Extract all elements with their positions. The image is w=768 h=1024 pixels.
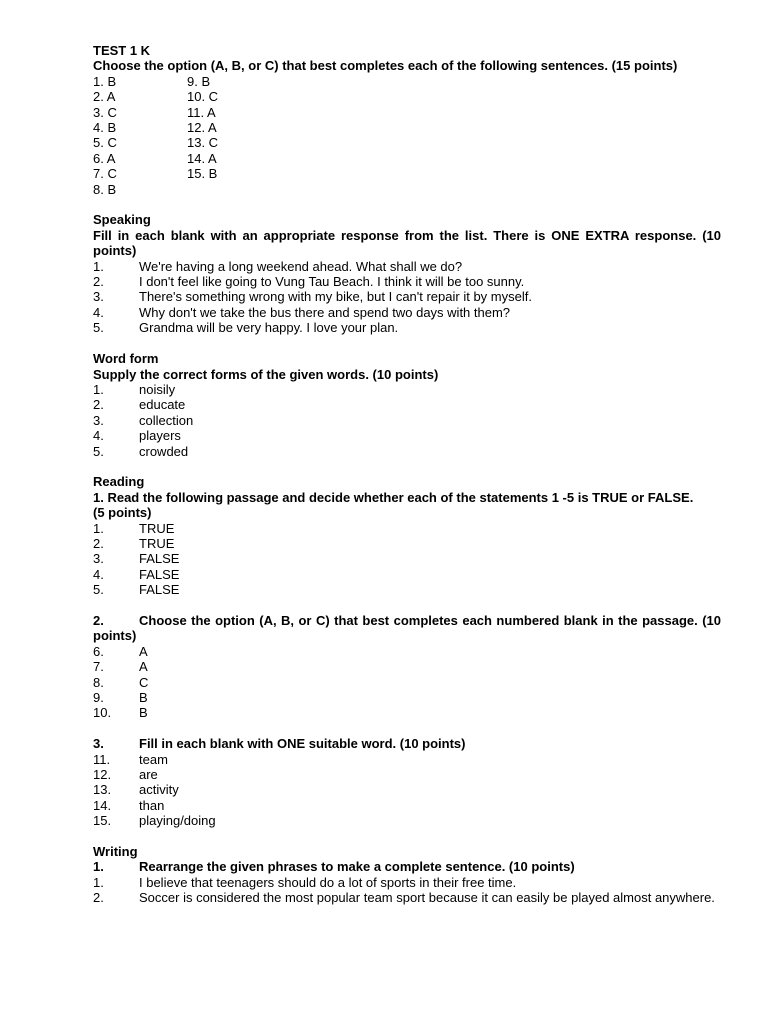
list-item: [93, 567, 721, 582]
list-item: [93, 536, 721, 551]
reading-part1-list: [93, 521, 721, 598]
reading-part3-list: [93, 752, 721, 829]
item-number: 6.: [93, 643, 104, 659]
writing-heading: Writing: [93, 844, 138, 860]
test-answer-list: [93, 74, 721, 197]
item-number: 9.: [93, 690, 104, 705]
item-text: Grandma will be very happy. I love your plan.: [139, 320, 399, 336]
answer-row: [93, 135, 721, 150]
item-text: A: [139, 659, 148, 675]
item-number: 4.: [93, 566, 104, 582]
list-item: [93, 444, 721, 459]
item-text: playing/doing: [139, 813, 216, 829]
list-item: [93, 413, 721, 428]
item-text: FALSE: [139, 551, 180, 567]
part-instruction-text: Rearrange the given phrases to make a complete sentence. (10 points): [139, 859, 575, 875]
document-content: [93, 43, 721, 906]
part-instruction-text: Fill in each blank with ONE suitable word. (10 points): [139, 736, 466, 752]
answer-right: 13. C: [187, 135, 219, 151]
list-item: [93, 813, 721, 828]
answer-row: [93, 74, 721, 89]
list-item: [93, 752, 721, 767]
item-number: 8.: [93, 674, 104, 690]
item-text: There's something wrong with my bike, but I can't repair it by myself.: [139, 289, 532, 305]
item-number: 3.: [93, 412, 104, 428]
answer-left: 4. B: [93, 120, 117, 136]
item-text: are: [139, 767, 158, 783]
list-item: [93, 305, 721, 320]
item-number: 12.: [93, 767, 112, 783]
list-item: [93, 705, 721, 720]
list-item: [93, 320, 721, 335]
item-text: FALSE: [139, 566, 180, 582]
item-number: 1.: [93, 874, 104, 890]
list-item: [93, 274, 721, 289]
item-number: 2.: [93, 274, 104, 290]
list-item: [93, 875, 721, 890]
reading-part3-instruction: [93, 736, 721, 751]
spacer: [93, 598, 721, 613]
answer-left: 8. B: [93, 181, 117, 197]
item-number: 4.: [93, 304, 104, 320]
item-text: C: [139, 674, 149, 690]
writing-part1-list: [93, 875, 721, 906]
item-text: noisily: [139, 381, 176, 397]
list-item: [93, 890, 721, 905]
item-text: B: [139, 705, 148, 721]
item-number: 1.: [93, 381, 104, 397]
spacer: [93, 459, 721, 474]
reading-part2-list: [93, 644, 721, 721]
item-number: 11.: [93, 751, 111, 767]
item-number: 3.: [93, 551, 104, 567]
answer-left: 7. C: [93, 166, 117, 182]
item-number: 3.: [93, 289, 104, 305]
speaking-list: [93, 259, 721, 336]
reading-heading: Reading: [93, 474, 145, 490]
reading-part2-instruction: [93, 613, 721, 644]
answer-right: 10. C: [187, 89, 219, 105]
item-number: 4.: [93, 428, 104, 444]
item-text: FALSE: [139, 582, 180, 598]
list-item: [93, 521, 721, 536]
item-text: activity: [139, 782, 179, 798]
part-instruction-text: Choose the option (A, B, or C) that best completes each numbered blank in the passage. (10 points): [93, 612, 721, 644]
item-number: 7.: [93, 659, 104, 675]
item-text: A: [139, 643, 148, 659]
word-form-list: [93, 382, 721, 459]
list-item: [93, 690, 721, 705]
item-number: 5.: [93, 582, 104, 598]
item-number: 5.: [93, 320, 104, 336]
part-number: 1.: [93, 859, 104, 875]
answer-row: [93, 151, 721, 166]
list-item: [93, 798, 721, 813]
item-text: We're having a long weekend ahead. What shall we do?: [139, 258, 463, 274]
test-instruction: Choose the option (A, B, or C) that best completes each of the following sentences. (15 points): [93, 58, 678, 74]
word-form-instruction: Supply the correct forms of the given words. (10 points): [93, 366, 439, 382]
item-number: 1.: [93, 258, 104, 274]
list-item: [93, 289, 721, 304]
list-item: [93, 767, 721, 782]
writing-part1-instruction: [93, 859, 721, 874]
item-number: 2.: [93, 535, 104, 551]
list-item: [93, 259, 721, 274]
spacer: [93, 336, 721, 351]
list-item: [93, 675, 721, 690]
reading-part1-points: (5 points): [93, 505, 152, 521]
list-item: [93, 782, 721, 797]
list-item: [93, 644, 721, 659]
item-number: 14.: [93, 797, 112, 813]
answer-right: 14. A: [187, 150, 217, 166]
speaking-heading: Speaking: [93, 212, 151, 228]
item-number: 13.: [93, 782, 112, 798]
answer-row: [93, 182, 721, 197]
reading-part1-instruction: 1. Read the following passage and decide whether each of the statements 1 -5 is TRUE or FALSE.: [93, 489, 694, 505]
item-text: I believe that teenagers should do a lot of sports in their free time.: [139, 874, 517, 890]
list-item: [93, 382, 721, 397]
answer-row: [93, 89, 721, 104]
spacer: [93, 829, 721, 844]
spacer: [93, 197, 721, 212]
item-number: 10.: [93, 705, 112, 721]
answer-left: 3. C: [93, 104, 117, 120]
answer-right: 12. A: [187, 120, 217, 136]
item-text: team: [139, 751, 168, 767]
list-item: [93, 659, 721, 674]
item-number: 1.: [93, 520, 104, 536]
item-text: TRUE: [139, 520, 175, 536]
list-item: [93, 397, 721, 412]
answer-right: 11. A: [187, 104, 216, 120]
list-item: [93, 582, 721, 597]
item-text: educate: [139, 397, 186, 413]
answer-right: 9. B: [187, 73, 211, 89]
answer-left: 1. B: [93, 73, 117, 89]
item-text: TRUE: [139, 535, 175, 551]
answer-row: [93, 120, 721, 135]
item-number: 5.: [93, 443, 104, 459]
item-text: than: [139, 797, 165, 813]
item-text: crowded: [139, 443, 189, 459]
item-text: Why don't we take the bus there and spend two days with them?: [139, 304, 511, 320]
answer-right: 15. B: [187, 166, 218, 182]
item-number: 15.: [93, 813, 112, 829]
speaking-instruction: Fill in each blank with an appropriate response from the list. There is ONE EXTRA response. (10 points): [93, 227, 721, 259]
item-text: players: [139, 428, 181, 444]
answer-left: 6. A: [93, 150, 116, 166]
item-text: Soccer is considered the most popular team sport because it can easily be played almost anywhere.: [139, 890, 715, 906]
answer-left: 2. A: [93, 89, 116, 105]
item-text: I don't feel like going to Vung Tau Beach. I think it will be too sunny.: [139, 274, 525, 290]
item-text: B: [139, 690, 148, 705]
item-number: 2.: [93, 397, 104, 413]
spacer: [93, 721, 721, 736]
list-item: [93, 428, 721, 443]
word-form-heading: Word form: [93, 351, 159, 367]
item-text: collection: [139, 412, 194, 428]
answer-row: [93, 166, 721, 181]
answer-left: 5. C: [93, 135, 117, 151]
test-title: TEST 1 K: [93, 43, 151, 58]
part-number: 3.: [93, 736, 104, 752]
answer-row: [93, 105, 721, 120]
item-number: 2.: [93, 890, 104, 906]
part-number: 2.: [93, 612, 104, 628]
list-item: [93, 551, 721, 566]
